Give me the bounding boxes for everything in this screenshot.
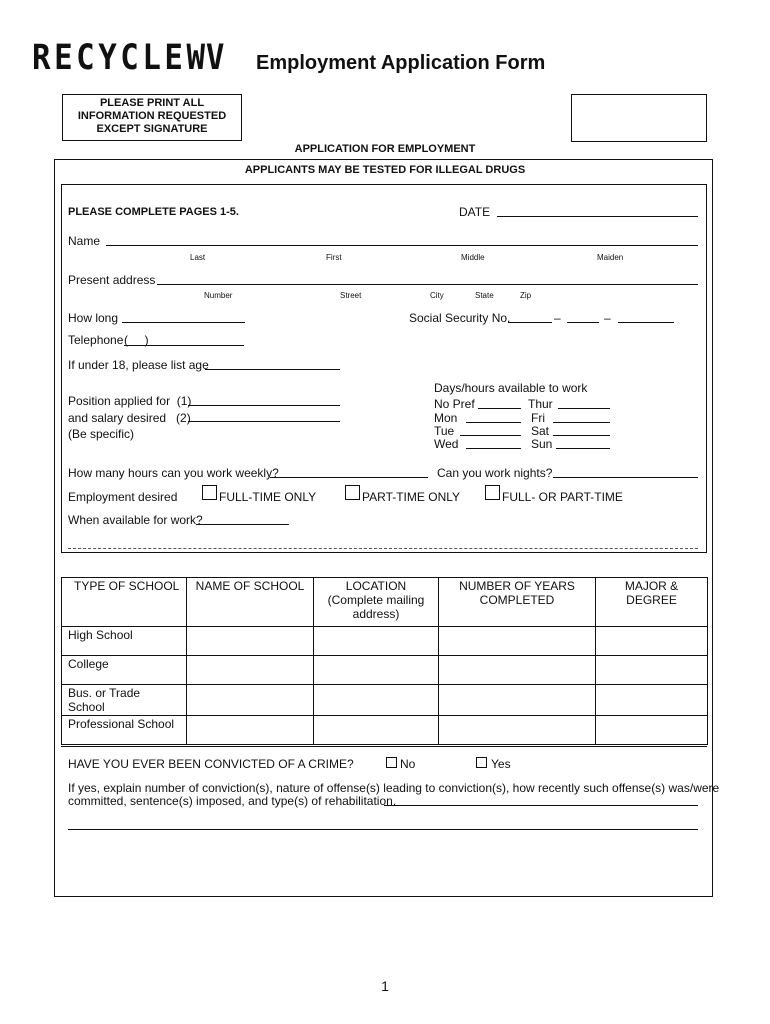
address-part-state: State [475,291,494,300]
trade-school-years-cell[interactable] [439,685,596,716]
crime-yes-label: Yes [491,757,511,771]
name-part-first: First [326,253,342,262]
trade-school-location-cell[interactable] [314,685,439,716]
header-name-of-school: NAME OF SCHOOL [187,578,314,627]
employment-desired-label: Employment desired [68,490,178,504]
date-field[interactable] [497,216,698,217]
crime-section-divider [61,746,707,747]
ssn-field-1[interactable] [508,322,552,323]
ssn-dash-1: – [554,311,561,325]
high-school-location-cell[interactable] [314,627,439,656]
education-table [61,577,708,745]
crime-explain-line-1: If yes, explain number of conviction(s), nature of offense(s) leading to conviction(s), how recently such offense(s) was/were [68,781,720,795]
address-label: Present address [68,273,156,287]
address-field[interactable] [157,284,698,285]
college-degree-cell[interactable] [596,656,708,685]
table-row [62,627,708,656]
ssn-field-3[interactable] [618,322,674,323]
print-notice [63,95,241,136]
nights-field[interactable] [553,477,698,478]
notice-line-1: PLEASE PRINT ALL [99,97,205,109]
education-header-row [62,578,708,627]
complete-pages-note: PLEASE COMPLETE PAGES 1-5. [68,206,239,218]
wed-field[interactable] [466,448,521,449]
no-pref-field[interactable] [478,408,521,409]
professional-school-location-cell[interactable] [314,716,439,745]
school-type-high-school: High School [62,627,187,656]
age-field[interactable] [205,369,340,370]
crime-no-label: No [400,757,416,771]
name-part-middle: Middle [461,253,485,262]
address-part-number: Number [204,291,233,300]
days-available-title: Days/hours available to work [434,381,588,395]
college-name-cell[interactable] [187,656,314,685]
telephone-area-code[interactable]: ( ) [124,333,149,347]
salary-label: and salary desired (2) [68,411,191,425]
day-label-mon: Mon [434,411,458,425]
telephone-field[interactable] [124,345,244,346]
notice-line-2: INFORMATION REQUESTED [77,110,227,122]
tue-field[interactable] [460,435,521,436]
crime-explain-line-2: committed, sentence(s) imposed, and type(s) of rehabilitation. [68,794,397,808]
salary-field[interactable] [188,421,340,422]
high-school-name-cell[interactable] [187,627,314,656]
crime-explanation-field[interactable] [384,805,698,806]
print-notice-box [62,94,242,141]
college-location-cell[interactable] [314,656,439,685]
school-type-trade-school: Bus. or Trade School [62,685,187,716]
telephone-label: Telephone [68,333,124,347]
name-part-last: Last [190,253,206,262]
sat-field[interactable] [553,435,610,436]
day-label-fri: Fri [531,411,545,425]
crime-question: HAVE YOU EVER BEEN CONVICTED OF A CRIME? [68,757,354,771]
office-use-box [571,94,707,142]
trade-school-name-cell[interactable] [187,685,314,716]
trade-school-degree-cell[interactable] [596,685,708,716]
page-title: Employment Application Form [256,52,546,74]
part-time-checkbox[interactable] [345,485,360,500]
header-location: LOCATION (Complete mailing address) [314,578,439,627]
ssn-label: Social Security No. [409,311,511,325]
table-row [62,656,708,685]
mon-field[interactable] [466,422,521,423]
professional-school-name-cell[interactable] [187,716,314,745]
day-label-sun: Sun [531,437,553,451]
logo-text: RECYCLE [32,38,187,78]
crime-explanation-field-2[interactable] [68,829,698,830]
be-specific-note: (Be specific) [68,427,135,441]
logo-suffix: WV [186,38,226,78]
header-major-degree: MAJOR & DEGREE [596,578,708,627]
high-school-degree-cell[interactable] [596,627,708,656]
full-time-checkbox[interactable] [202,485,217,500]
availability-extra-line[interactable] [68,548,698,549]
day-label-wed: Wed [434,437,459,451]
drug-notice: APPLICANTS MAY BE TESTED FOR ILLEGAL DRUGS [244,164,526,176]
address-part-city: City [430,291,444,300]
sun-field[interactable] [556,448,610,449]
professional-school-years-cell[interactable] [439,716,596,745]
date-label: DATE [459,205,491,219]
college-years-cell[interactable] [439,656,596,685]
table-row [62,716,708,745]
day-label-tue: Tue [434,424,455,438]
part-time-label: PART-TIME ONLY [362,490,461,504]
position-label: Position applied for (1) [68,394,192,408]
header-years-completed: NUMBER OF YEARS COMPLETED [439,578,596,627]
full-time-label: FULL-TIME ONLY [219,490,317,504]
hours-weekly-field[interactable] [270,477,428,478]
nights-label: Can you work nights? [437,466,553,480]
how-long-field[interactable] [122,322,245,323]
full-or-part-time-checkbox[interactable] [485,485,500,500]
crime-no-checkbox[interactable] [386,757,397,768]
name-label: Name [68,234,101,248]
address-part-zip: Zip [520,291,532,300]
header-type-of-school: TYPE OF SCHOOL [62,578,187,627]
position-field[interactable] [188,405,340,406]
table-row [62,685,708,716]
page-number: 1 [381,978,389,994]
fri-field[interactable] [553,422,610,423]
day-label-no-pref: No Pref [434,397,475,411]
school-type-professional-school: Professional School [62,716,187,745]
ssn-dash-2: – [604,311,611,325]
ssn-field-2[interactable] [567,322,599,323]
name-field[interactable] [106,245,698,246]
when-available-label: When available for work? [68,513,203,527]
under-18-label: If under 18, please list age [68,358,209,372]
full-or-part-time-label: FULL- OR PART-TIME [502,490,623,504]
thur-field[interactable] [558,408,610,409]
notice-line-3: EXCEPT SIGNATURE [96,123,208,135]
professional-school-degree-cell[interactable] [596,716,708,745]
day-label-thur: Thur [528,397,553,411]
logo [32,38,225,78]
address-part-street: Street [340,291,362,300]
name-part-maiden: Maiden [597,253,624,262]
hours-weekly-label: How many hours can you work weekly? [68,466,279,480]
how-long-label: How long [68,311,119,325]
subtitle: APPLICATION FOR EMPLOYMENT [294,143,476,155]
school-type-college: College [62,656,187,685]
day-label-sat: Sat [531,424,550,438]
crime-yes-checkbox[interactable] [476,757,487,768]
when-available-field[interactable] [196,524,289,525]
high-school-years-cell[interactable] [439,627,596,656]
